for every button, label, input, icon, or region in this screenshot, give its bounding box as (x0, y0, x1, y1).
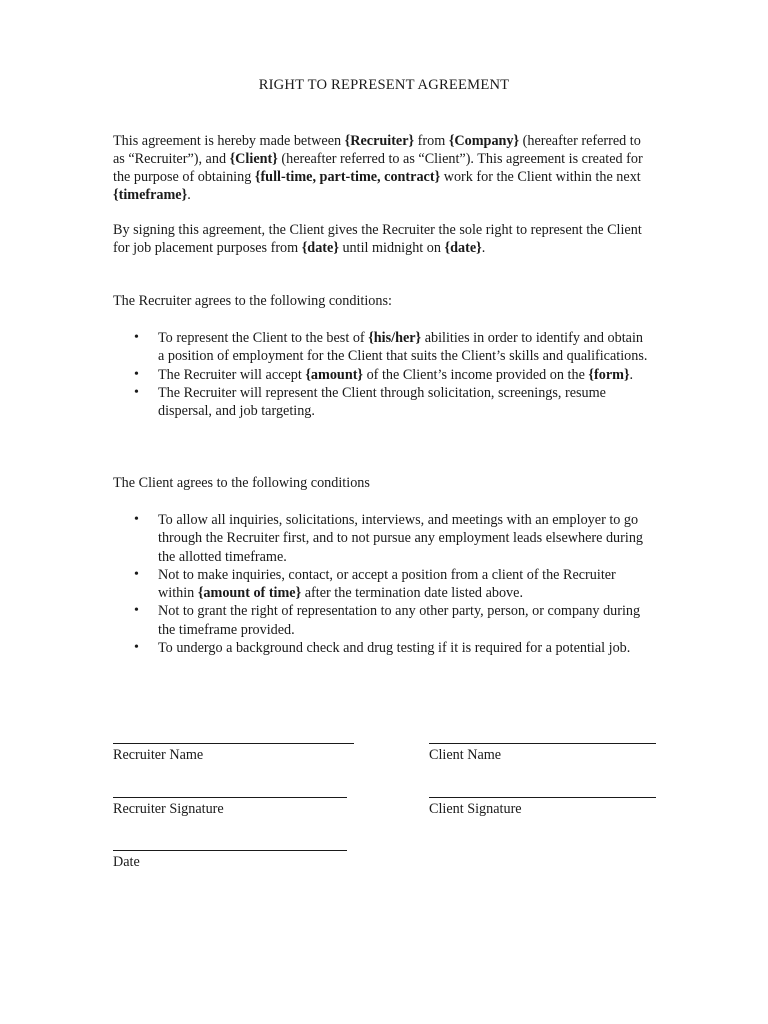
intro-text: work for the Client within the next (440, 169, 641, 185)
document-title: RIGHT TO REPRESENT AGREEMENT (258, 77, 510, 93)
signing-text: By signing this agreement, the Client gives the Recruiter the sole right to represent the Client for job placement purposes from (113, 222, 642, 256)
intro-text: This agreement is hereby made between (113, 133, 345, 149)
recruiter-signature-label: Recruiter Signature (113, 801, 224, 817)
signing-text: until midnight on (338, 240, 445, 256)
recruiter-conditions-heading: The Recruiter agrees to the following conditions: (113, 293, 392, 309)
placeholder-start-date: {date} (301, 240, 339, 256)
client-signature-label: Client Signature (429, 801, 522, 817)
client-conditions-heading: The Client agrees to the following conditions (113, 475, 370, 491)
date-line[interactable] (113, 850, 347, 851)
signing-text: . (481, 240, 486, 256)
signing-paragraph (113, 221, 653, 257)
client-name-line[interactable] (429, 743, 656, 744)
list-item: • To allow all inquiries, solicitations, interviews, and meetings with an employer to go through the Recruiter first, and to not pursue any employment leads elsewhere during the allotted timeframe. (113, 511, 648, 566)
intro-text: from (414, 133, 449, 149)
placeholder-employment-type: {full-time, part-time, contract} (254, 169, 441, 185)
placeholder-end-date: {date} (444, 240, 482, 256)
recruiter-signature-line[interactable] (113, 797, 347, 798)
placeholder-company: {Company} (448, 133, 520, 149)
list-item: • Not to grant the right of representation to any other party, person, or company during the timeframe provided. (113, 602, 648, 639)
list-item: • To represent the Client to the best of {his/her} abilities in order to identify and obtain a position of employment for the Client that suits the Client’s skills and qualifications. (113, 329, 648, 366)
intro-text: (hereafter referred to as “Client”). This agreement is created for the purpose of obtaining (113, 151, 643, 185)
list-item: • To undergo a background check and drug testing if it is required for a potential job. (113, 639, 648, 657)
intro-text: (hereafter referred to as “Recruiter”), and (113, 133, 641, 167)
intro-paragraph (113, 132, 653, 204)
client-name-label: Client Name (429, 747, 502, 763)
list-item: • The Recruiter will represent the Client through solicitation, screenings, resume dispersal, and job targeting. (113, 384, 648, 421)
list-item: • The Recruiter will accept {amount} of the Client’s income provided on the {form}. (113, 366, 648, 384)
placeholder-timeframe: {timeframe} (113, 187, 188, 203)
date-label: Date (113, 854, 140, 870)
intro-text: . (187, 187, 191, 203)
placeholder-recruiter: {Recruiter} (344, 133, 415, 149)
client-conditions-list (113, 511, 648, 657)
recruiter-name-line[interactable] (113, 743, 354, 744)
recruiter-conditions-list (113, 329, 648, 420)
client-signature-line[interactable] (429, 797, 656, 798)
placeholder-client: {Client} (229, 151, 278, 167)
list-item: • Not to make inquiries, contact, or accept a position from a client of the Recruiter within {amount of time} after the termination date listed above. (113, 566, 648, 603)
recruiter-name-label: Recruiter Name (113, 747, 204, 763)
